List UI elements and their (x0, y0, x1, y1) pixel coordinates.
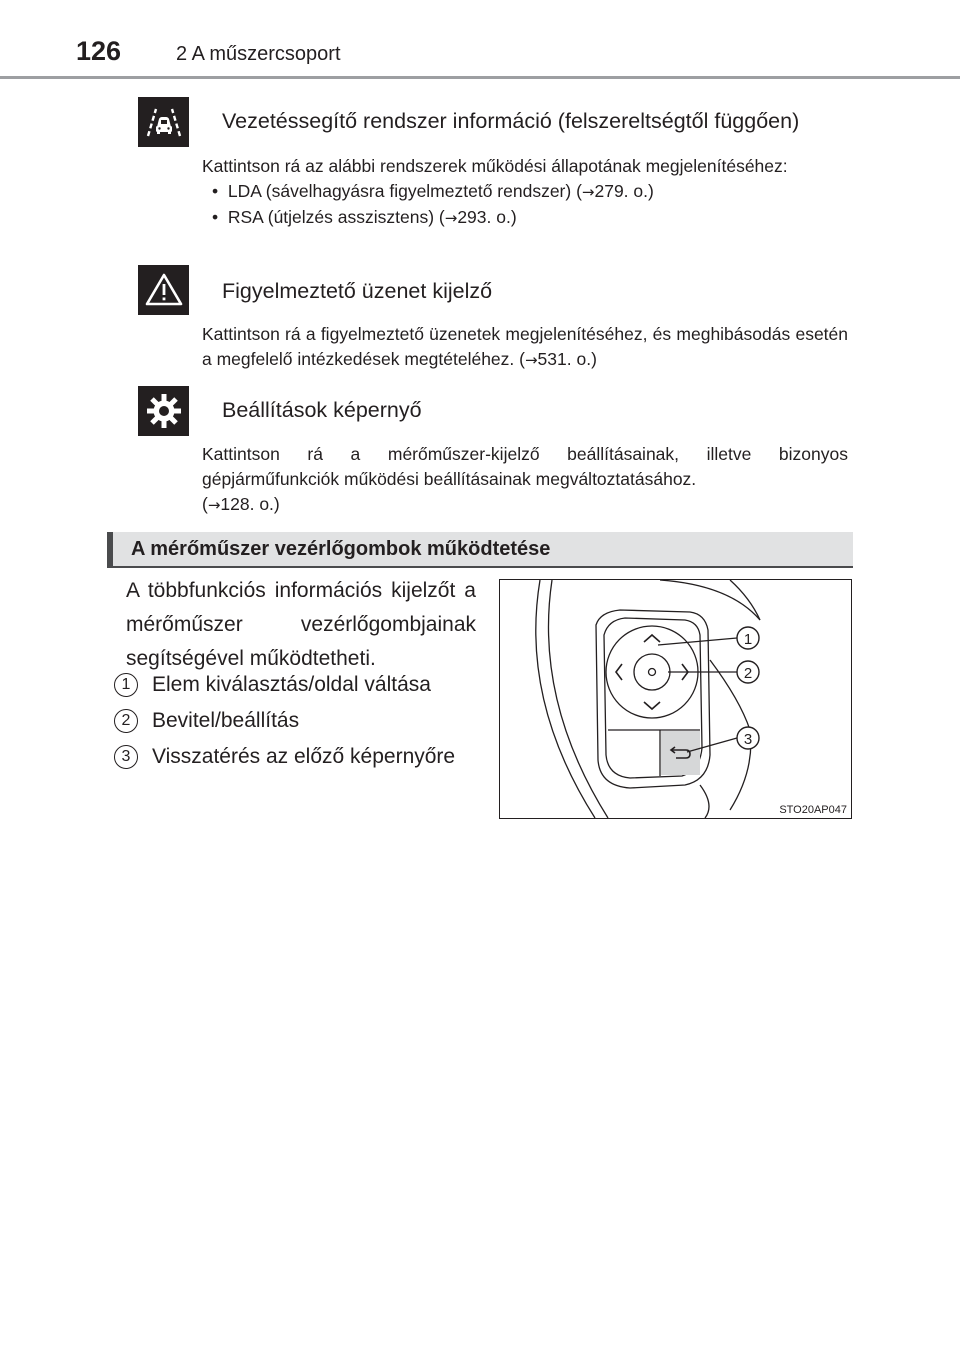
item-body-settings (202, 442, 848, 518)
step-number-badge: 1 (114, 673, 138, 697)
item-ref (202, 492, 848, 518)
step-number-badge: 3 (114, 745, 138, 769)
figure-code: STO20AP047 (779, 804, 847, 816)
item-body-warning (202, 322, 848, 373)
bullet-rsa: • RSA (útjelzés asszisztens) (→293. o.) (212, 207, 517, 227)
item-text (202, 322, 848, 373)
arrow-icon: → (581, 183, 595, 201)
arrow-icon: → (207, 496, 221, 514)
item-text: Kattintson rá a mérőműszer-kijelző beállításainak, illetve bizonyos gépjárműfunkciók működési beállításainak megváltoztatásához. (202, 444, 848, 489)
section-intro (126, 574, 476, 676)
callout-label: 3 (743, 731, 753, 748)
arrow-icon: → (524, 351, 538, 369)
header-divider (0, 76, 960, 79)
item-text: Kattintson rá az alábbi rendszerek működési állapotának megjelenítéséhez: (202, 156, 788, 176)
page-ref-link[interactable]: 293. o.) (457, 207, 517, 227)
paren: ( (202, 494, 208, 514)
item-body-driver-assist (202, 154, 848, 231)
page-number: 126 (76, 36, 122, 66)
step-text: Visszatérés az előző képernyőre (152, 745, 456, 768)
warning-triangle-icon (138, 265, 189, 315)
callout-label: 2 (743, 665, 753, 682)
section-heading-bar (107, 532, 853, 568)
step-number-badge: 2 (114, 709, 138, 733)
body-text: Kattintson rá a figyelmeztető üzenetek megjelenítéséhez, és meghibásodás esetén a megfelelő intézkedések megtételéhez. ( (202, 324, 848, 369)
section-title: A mérőműszer vezérlőgombok működtetése (131, 538, 551, 560)
chapter-title: 2 A műszercsoport (176, 43, 341, 65)
item-title-driver-assist: Vezetéssegítő rendszer információ (felszereltségtől függően) (222, 109, 800, 133)
step-text: Bevitel/beállítás (152, 709, 300, 732)
bullet-text: RSA (útjelzés asszisztens) ( (227, 207, 445, 227)
gear-icon (138, 386, 189, 436)
steering-switch-illustration (500, 580, 851, 818)
intro-text: A többfunkciós információs kijelzőt a mérőműszer vezérlőgombjainak segítségével működtetheti. (126, 579, 476, 670)
page-ref-link[interactable]: 531. o.) (537, 349, 597, 369)
bullet-lda: • LDA (sávelhagyásra figyelmeztető rendszer) (→279. o.) (212, 181, 654, 201)
callout-label: 1 (743, 631, 753, 648)
page-ref-link[interactable]: 128. o.) (220, 494, 280, 514)
driver-assist-icon (138, 97, 189, 147)
bullet-text: LDA (sávelhagyásra figyelmeztető rendszer) ( (227, 181, 582, 201)
step-text: Elem kiválasztás/oldal váltása (152, 673, 431, 696)
arrow-icon: → (444, 209, 458, 227)
item-title-warning: Figyelmeztető üzenet kijelző (222, 279, 493, 303)
steering-switch-figure (499, 579, 852, 819)
item-title-settings: Beállítások képernyő (222, 398, 422, 422)
page-ref-link[interactable]: 279. o.) (594, 181, 654, 201)
